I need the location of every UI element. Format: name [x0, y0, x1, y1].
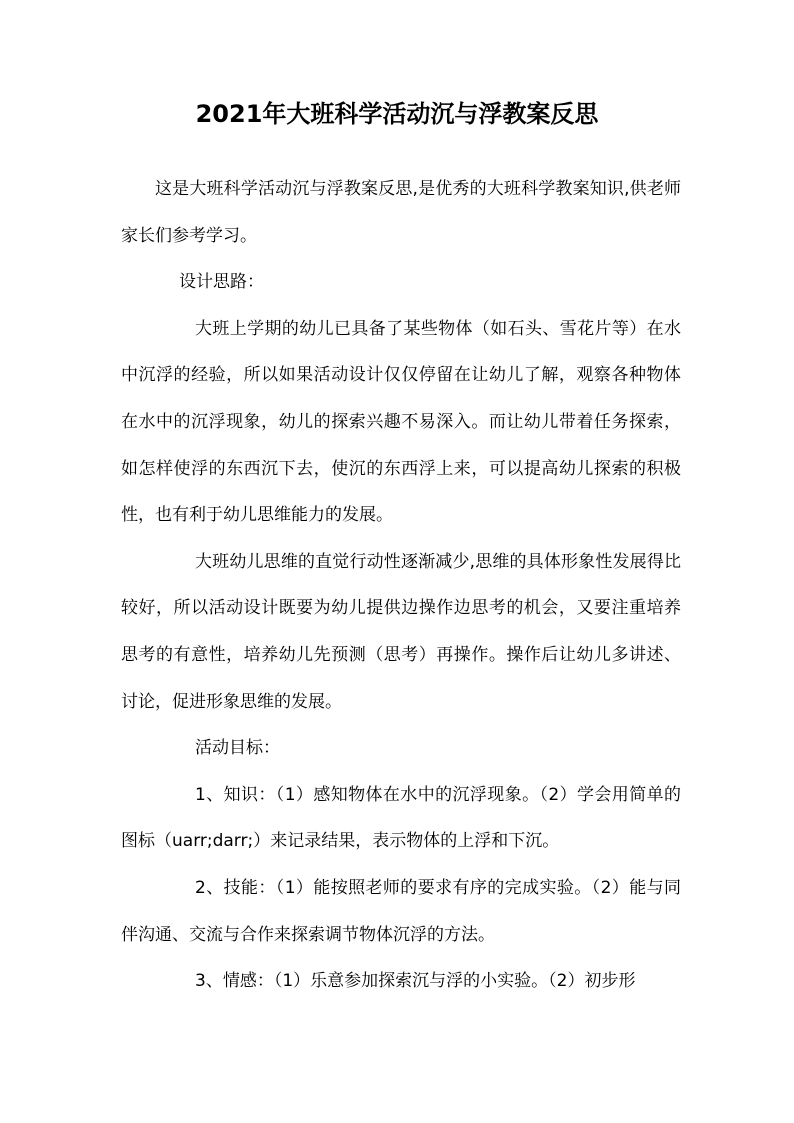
- document-body: [121, 166, 681, 1005]
- goal-skills: 2、技能：（1）能按照老师的要求有序的完成实验。（2）能与同伴沟通、交流与合作来探索调节物体沉浮的方法。: [121, 877, 681, 945]
- section-heading-goals: 活动目标：: [195, 738, 280, 759]
- section-heading-design: 设计思路：: [179, 272, 264, 293]
- goal-knowledge: 1、知识：（1）感知物体在水中的沉浮现象。（2）学会用简单的图标（uarr;darr;）来记录结果，表示物体的上浮和下沉。: [121, 784, 681, 852]
- design-paragraph-1: 大班上学期的幼儿已具备了某些物体（如石头、雪花片等）在水中沉浮的经验，所以如果活动设计仅仅停留在让幼儿了解，观察各种物体在水中的沉浮现象，幼儿的探索兴趣不易深入。而让幼儿带着任务探索，如怎样使浮的东西沉下去，使沉的东西浮上来，可以提高幼儿探索的积极性，也有利于幼儿思维能力的发展。: [121, 318, 681, 526]
- design-paragraph-2: 大班幼儿思维的直觉行动性逐渐减少,思维的具体形象性发展得比较好，所以活动设计既要为幼儿提供边操作边思考的机会，又要注重培养思考的有意性，培养幼儿先预测（思考）再操作。操作后让幼儿多讲述、讨论，促进形象思维的发展。: [121, 551, 681, 712]
- intro-paragraph: 这是大班科学活动沉与浮教案反思,是优秀的大班科学教案知识,供老师家长们参考学习。: [121, 179, 681, 246]
- document-title: 2021年大班科学活动沉与浮教案反思: [195, 100, 599, 128]
- goal-emotion: 3、情感：（1）乐意参加探索沉与浮的小实验。（2）初步形: [195, 971, 636, 992]
